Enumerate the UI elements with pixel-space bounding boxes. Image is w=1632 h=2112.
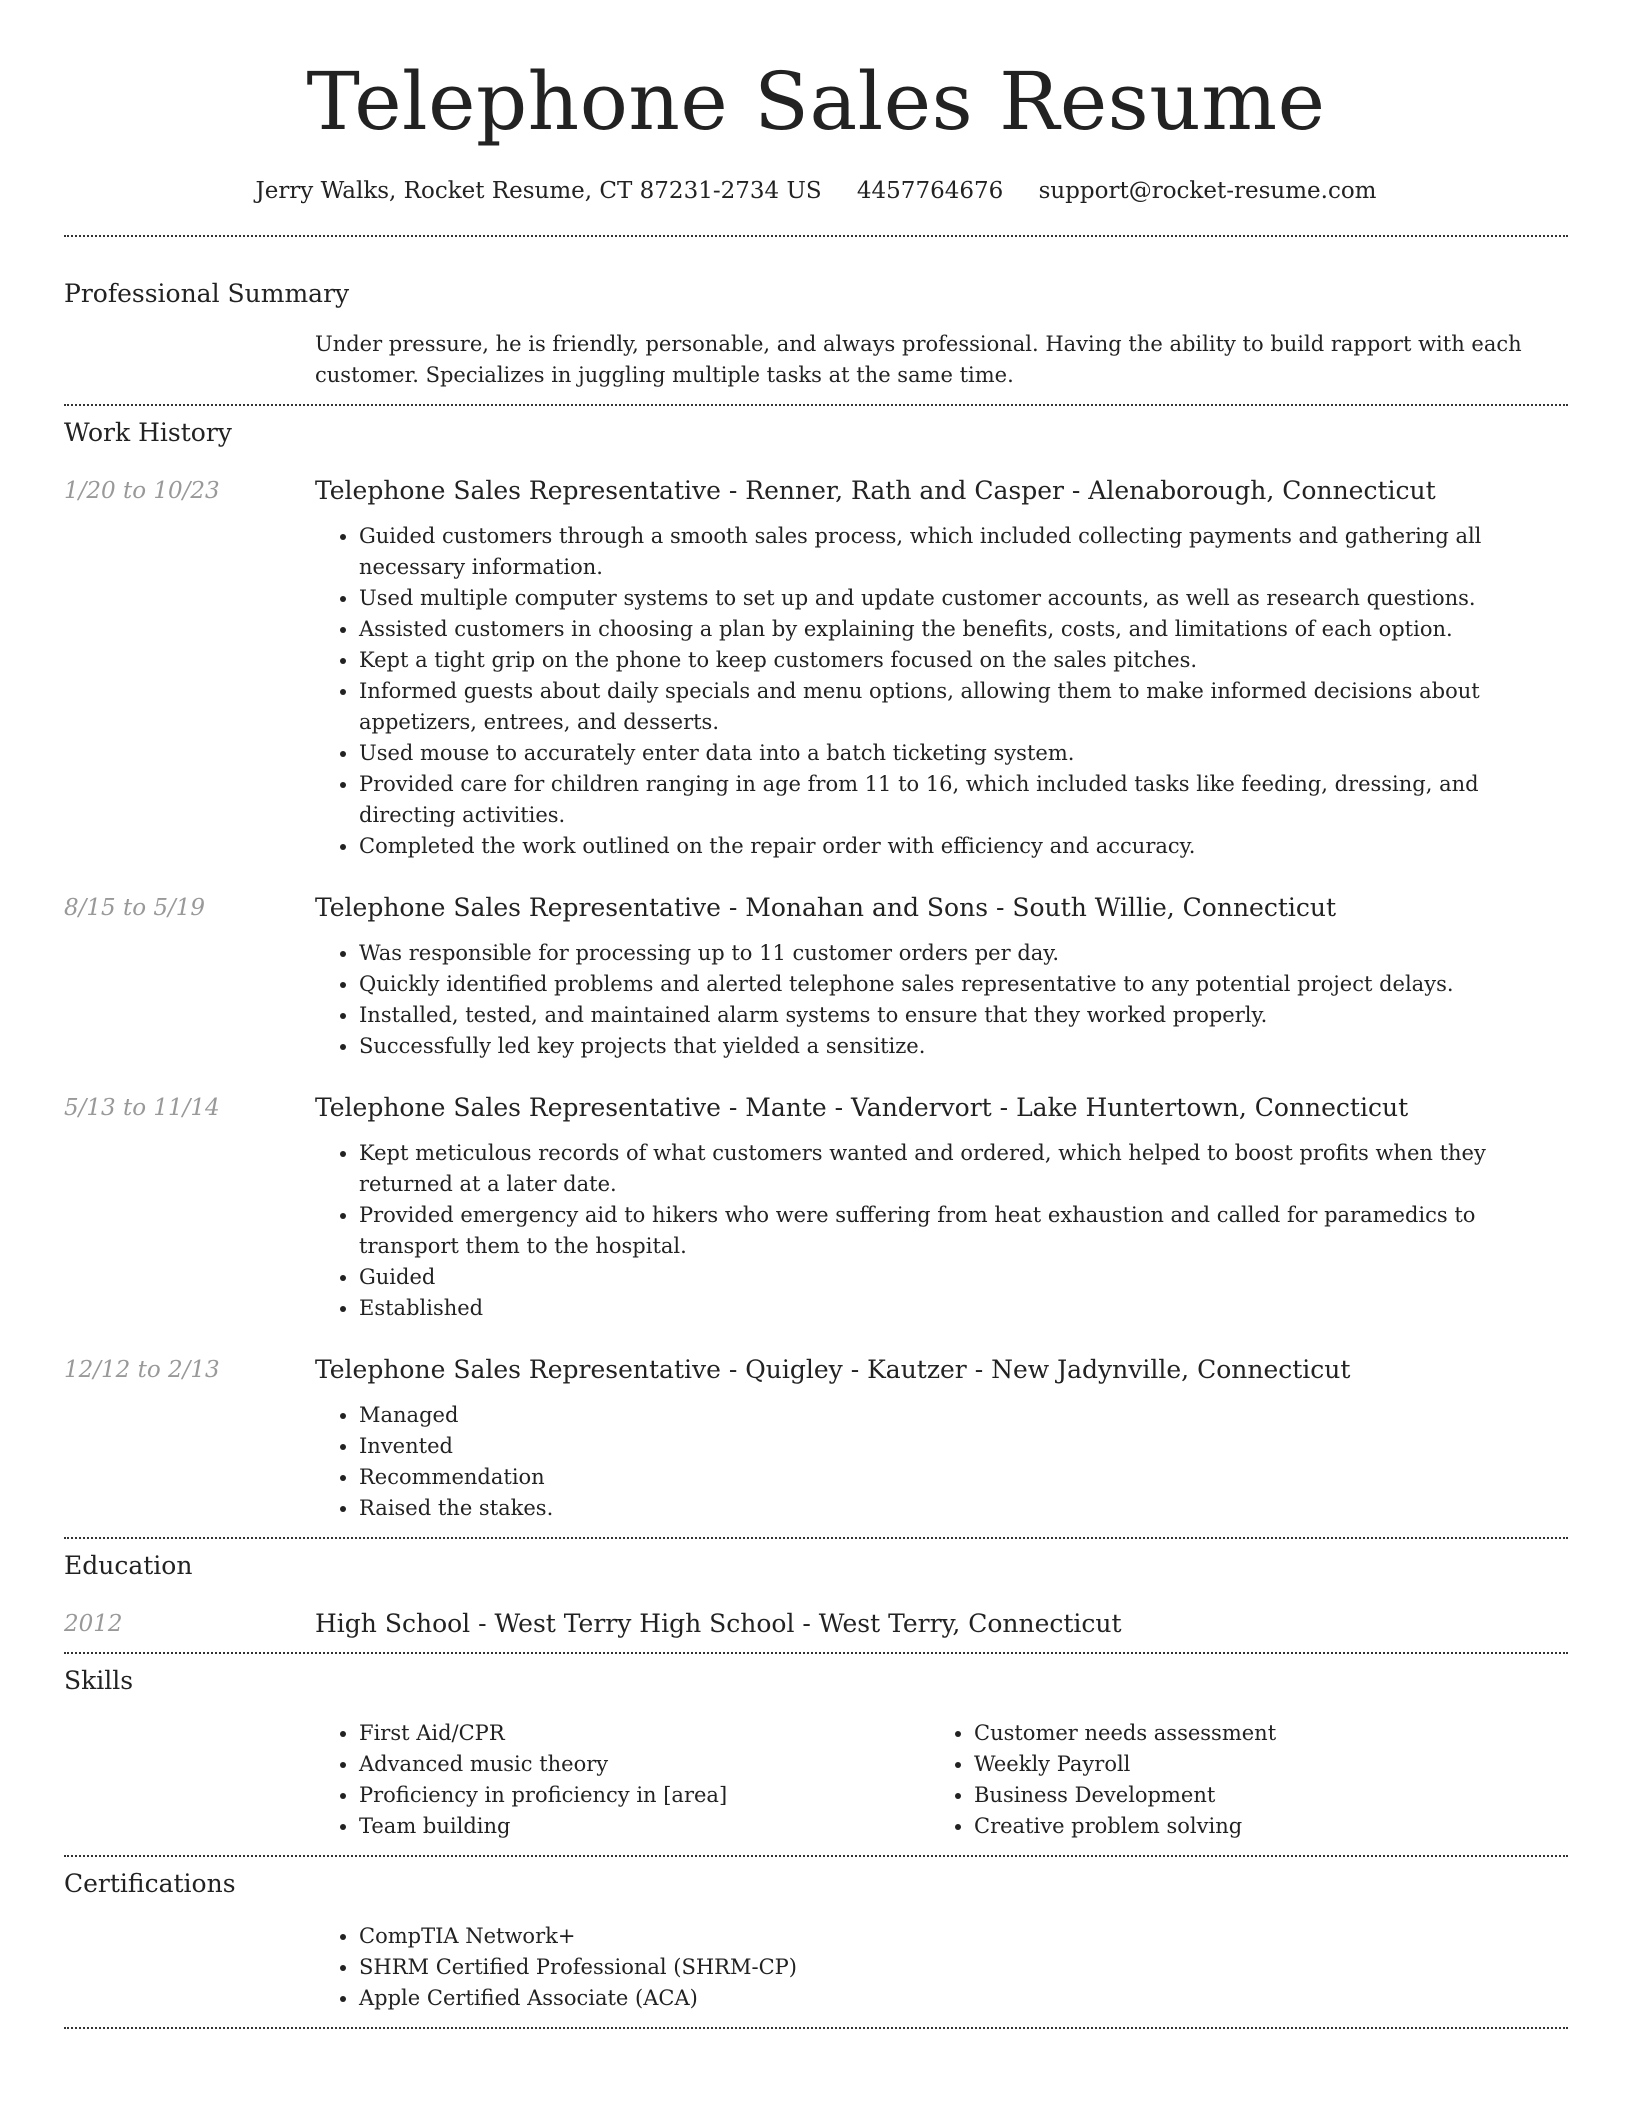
list-item: • Assisted customers in choosing a plan by explaining the benefits, costs, and limitations of each option. — [359, 614, 1568, 645]
list-item: • Guided customers through a smooth sales process, which included collecting payments and gathering all necessary information. — [359, 521, 1568, 583]
section-title-work-history: Work History — [64, 418, 232, 447]
job-entry — [64, 891, 1568, 1062]
job-bullets — [315, 521, 1568, 862]
list-item: • Advanced music theory — [359, 1749, 930, 1780]
education-title: High School - West Terry High School - West Terry, Connecticut — [315, 1609, 1122, 1638]
list-item: • Creative problem solving — [974, 1811, 1545, 1842]
job-title: Telephone Sales Representative - Monahan and Sons - South Willie, Connecticut — [315, 893, 1337, 922]
list-item: • Weekly Payroll — [974, 1749, 1545, 1780]
job-dates: 12/12 to 2/13 — [64, 1357, 220, 1383]
list-item: • Kept a tight grip on the phone to keep customers focused on the sales pitches. — [359, 645, 1568, 676]
section-title-skills: Skills — [64, 1666, 134, 1695]
job-dates: 8/15 to 5/19 — [64, 895, 206, 921]
list-item: • Provided care for children ranging in age from 11 to 16, which included tasks like feeding, dressing, and directing activities. — [359, 769, 1568, 831]
list-item: • Proficiency in proficiency in [area] — [359, 1780, 930, 1811]
certifications-row — [64, 1921, 1568, 2014]
job-bullets — [315, 938, 1568, 1062]
list-item: • Used mouse to accurately enter data into a batch ticketing system. — [359, 738, 1568, 769]
job-title: Telephone Sales Representative - Renner, Rath and Casper - Alenaborough, Connecticut — [315, 476, 1436, 505]
skills-list-right — [930, 1718, 1545, 1842]
job-bullets — [315, 1138, 1568, 1324]
list-item: • Customer needs assessment — [974, 1718, 1545, 1749]
contact-line — [64, 174, 1568, 208]
list-item: • Provided emergency aid to hikers who were suffering from heat exhaustion and called for paramedics to transport them to the hospital. — [359, 1200, 1568, 1262]
resume-title: Telephone Sales Resume — [306, 55, 1326, 148]
divider — [64, 235, 1568, 237]
skills-left-spacer — [64, 1718, 315, 1842]
section-title-certifications: Certifications — [64, 1869, 236, 1898]
job-dates: 1/20 to 10/23 — [64, 478, 220, 504]
summary-left-spacer — [64, 329, 315, 391]
divider — [64, 1652, 1568, 1654]
certifications-list — [315, 1921, 1568, 2014]
job-details — [315, 1353, 1568, 1524]
education-year: 2012 — [64, 1611, 123, 1637]
job-bullets — [315, 1400, 1568, 1524]
certifications-left-spacer — [64, 1921, 315, 2014]
job-details — [315, 474, 1568, 862]
summary-text: Under pressure, he is friendly, personable, and always professional. Having the ability to build rapport with each customer. Specializes in juggling multiple tasks at the same time. — [315, 332, 1522, 387]
job-details — [315, 1091, 1568, 1324]
list-item: • Was responsible for processing up to 11 customer orders per day. — [359, 938, 1568, 969]
list-item: • CompTIA Network+ — [359, 1921, 1568, 1952]
job-details — [315, 891, 1568, 1062]
list-item: • Quickly identified problems and alerted telephone sales representative to any potential project delays. — [359, 969, 1568, 1000]
skills-row — [64, 1718, 1568, 1842]
list-item: • Team building — [359, 1811, 930, 1842]
section-title-education: Education — [64, 1551, 193, 1580]
list-item: • Informed guests about daily specials and menu options, allowing them to make informed decisions about appetizers, entrees, and desserts. — [359, 676, 1568, 738]
job-entry — [64, 1353, 1568, 1524]
education-details — [315, 1607, 1568, 1641]
summary-row — [64, 329, 1568, 391]
list-item: • SHRM Certified Professional (SHRM-CP) — [359, 1952, 1568, 1983]
divider — [64, 404, 1568, 406]
contact-address: Jerry Walks, Rocket Resume, CT 87231-2734 US — [255, 178, 822, 204]
list-item: • Successfully led key projects that yielded a sensitize. — [359, 1031, 1568, 1062]
list-item: • Completed the work outlined on the repair order with efficiency and accuracy. — [359, 831, 1568, 862]
list-item: • Managed — [359, 1400, 1568, 1431]
job-entry — [64, 1091, 1568, 1324]
education-entry — [64, 1607, 1568, 1641]
job-title: Telephone Sales Representative - Mante - Vandervort - Lake Huntertown, Connecticut — [315, 1093, 1409, 1122]
list-item: • First Aid/CPR — [359, 1718, 930, 1749]
list-item: • Recommendation — [359, 1462, 1568, 1493]
list-item: • Invented — [359, 1431, 1568, 1462]
skills-list-left — [315, 1718, 930, 1842]
list-item: • Business Development — [974, 1780, 1545, 1811]
list-item: • Guided — [359, 1262, 1568, 1293]
job-entry — [64, 474, 1568, 862]
list-item: • Installed, tested, and maintained alarm systems to ensure that they worked properly. — [359, 1000, 1568, 1031]
contact-email: support@rocket-resume.com — [1038, 178, 1377, 204]
divider — [64, 2027, 1568, 2029]
list-item: • Raised the stakes. — [359, 1493, 1568, 1524]
certifications-details — [315, 1921, 1568, 2014]
job-title: Telephone Sales Representative - Quigley - Kautzer - New Jadynville, Connecticut — [315, 1355, 1351, 1384]
contact-phone: 4457764676 — [856, 178, 1004, 204]
list-item: • Apple Certified Associate (ACA) — [359, 1983, 1568, 2014]
skills-columns — [315, 1718, 1568, 1842]
divider — [64, 1855, 1568, 1857]
job-dates: 5/13 to 11/14 — [64, 1095, 220, 1121]
divider — [64, 1537, 1568, 1539]
list-item: • Established — [359, 1293, 1568, 1324]
list-item: • Used multiple computer systems to set up and update customer accounts, as well as research questions. — [359, 583, 1568, 614]
list-item: • Kept meticulous records of what customers wanted and ordered, which helped to boost profits when they returned at a later date. — [359, 1138, 1568, 1200]
section-title-summary: Professional Summary — [64, 279, 350, 308]
